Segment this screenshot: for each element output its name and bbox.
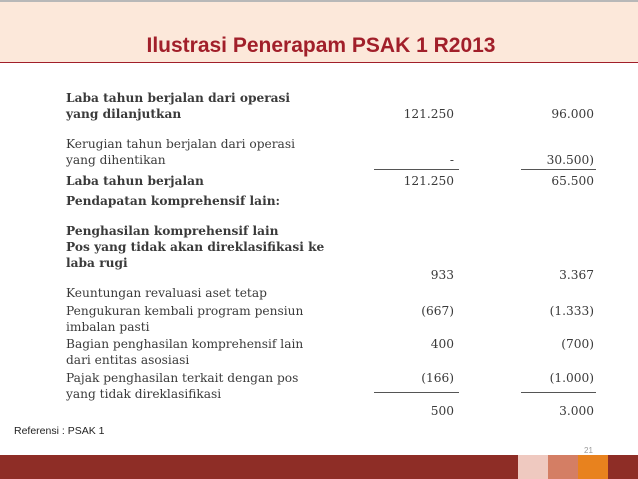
row-value-current: - [449, 153, 454, 167]
total-rule [521, 392, 596, 393]
row-value-prior: (1.333) [549, 304, 594, 318]
row-label: Laba tahun berjalan dari operasi yang dilanjutkan [66, 91, 291, 121]
row-label: Pengukuran kembali program pensiun imbalan pasti [66, 304, 304, 334]
row-value-prior: 3.367 [559, 268, 594, 282]
row-label: Keuntungan revaluasi aset tetap [66, 286, 267, 300]
subtotal-rule [374, 169, 459, 170]
row-value-current: (667) [421, 304, 454, 318]
reference-note: Referensi : PSAK 1 [14, 425, 105, 437]
row-value-prior: 3.000 [559, 404, 594, 418]
row-value-prior: 96.000 [551, 107, 594, 121]
row-value-prior: (1.000) [549, 371, 594, 385]
row-value-current: 933 [430, 268, 454, 282]
slide-title-text: Ilustrasi Penerapam PSAK 1 R2013 [146, 34, 496, 57]
row-label: Laba tahun berjalan [66, 174, 204, 188]
row-label: Pajak penghasilan terkait dengan pos yang tidak direklasifikasi [66, 371, 299, 401]
row-value-current: (166) [421, 371, 454, 385]
title-divider [0, 62, 638, 63]
footer-accent-square [578, 455, 608, 479]
row-value-current: 121.250 [403, 174, 454, 188]
footer-accent-square [548, 455, 578, 479]
footer-accent-square [518, 455, 548, 479]
row-value-prior: 65.500 [551, 174, 594, 188]
row-label: Bagian penghasilan komprehensif lain dari entitas asosiasi [66, 337, 304, 367]
row-value-current: 400 [430, 337, 454, 351]
row-label: Kerugian tahun berjalan dari operasi yang dihentikan [66, 137, 295, 167]
row-value-current: 500 [430, 404, 454, 418]
page-number: 21 [584, 446, 593, 455]
slide-title [0, 34, 638, 58]
total-rule [374, 392, 459, 393]
subtotal-rule [521, 169, 596, 170]
row-label: Pendapatan komprehensif lain: [66, 194, 281, 208]
row-label: Penghasilan komprehensif lain Pos yang tidak akan direklasifikasi ke laba rugi [66, 224, 325, 270]
row-value-prior: (700) [561, 337, 594, 351]
row-value-current: 121.250 [403, 107, 454, 121]
row-value-prior: 30.500) [546, 153, 594, 167]
